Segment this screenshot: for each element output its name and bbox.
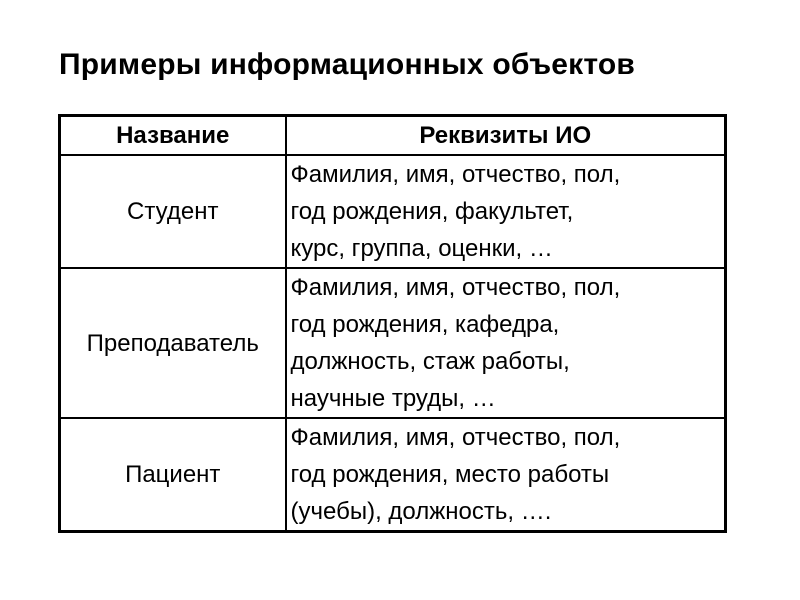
table-header-row (60, 116, 726, 156)
object-name-cell: Пациент (60, 418, 286, 532)
attribute-line: научные труды, … (290, 385, 496, 412)
object-name-cell: Студент (60, 155, 286, 268)
attribute-line: Фамилия, имя, отчество, пол, (290, 274, 621, 301)
attribute-line: год рождения, факультет, (290, 198, 574, 225)
table-row (60, 418, 726, 532)
table-row (60, 268, 726, 418)
attribute-line: год рождения, место работы (290, 461, 610, 488)
attribute-line: Фамилия, имя, отчество, пол, (290, 161, 621, 188)
attribute-line: должность, стаж работы, (290, 348, 570, 375)
table-row (60, 155, 726, 268)
column-header-name: Название (60, 116, 286, 156)
attribute-line: курс, группа, оценки, … (290, 235, 553, 262)
page-title: Примеры информационных объектов (59, 48, 636, 81)
object-attributes-cell (286, 418, 726, 532)
attribute-line: год рождения, кафедра, (290, 311, 560, 338)
column-header-attributes: Реквизиты ИО (286, 116, 726, 156)
object-attributes-cell (286, 268, 726, 418)
object-name-cell: Преподаватель (60, 268, 286, 418)
info-objects-table (58, 114, 727, 533)
attribute-line: Фамилия, имя, отчество, пол, (290, 424, 621, 451)
attribute-line: (учебы), должность, …. (290, 498, 552, 525)
object-attributes-cell (286, 155, 726, 268)
